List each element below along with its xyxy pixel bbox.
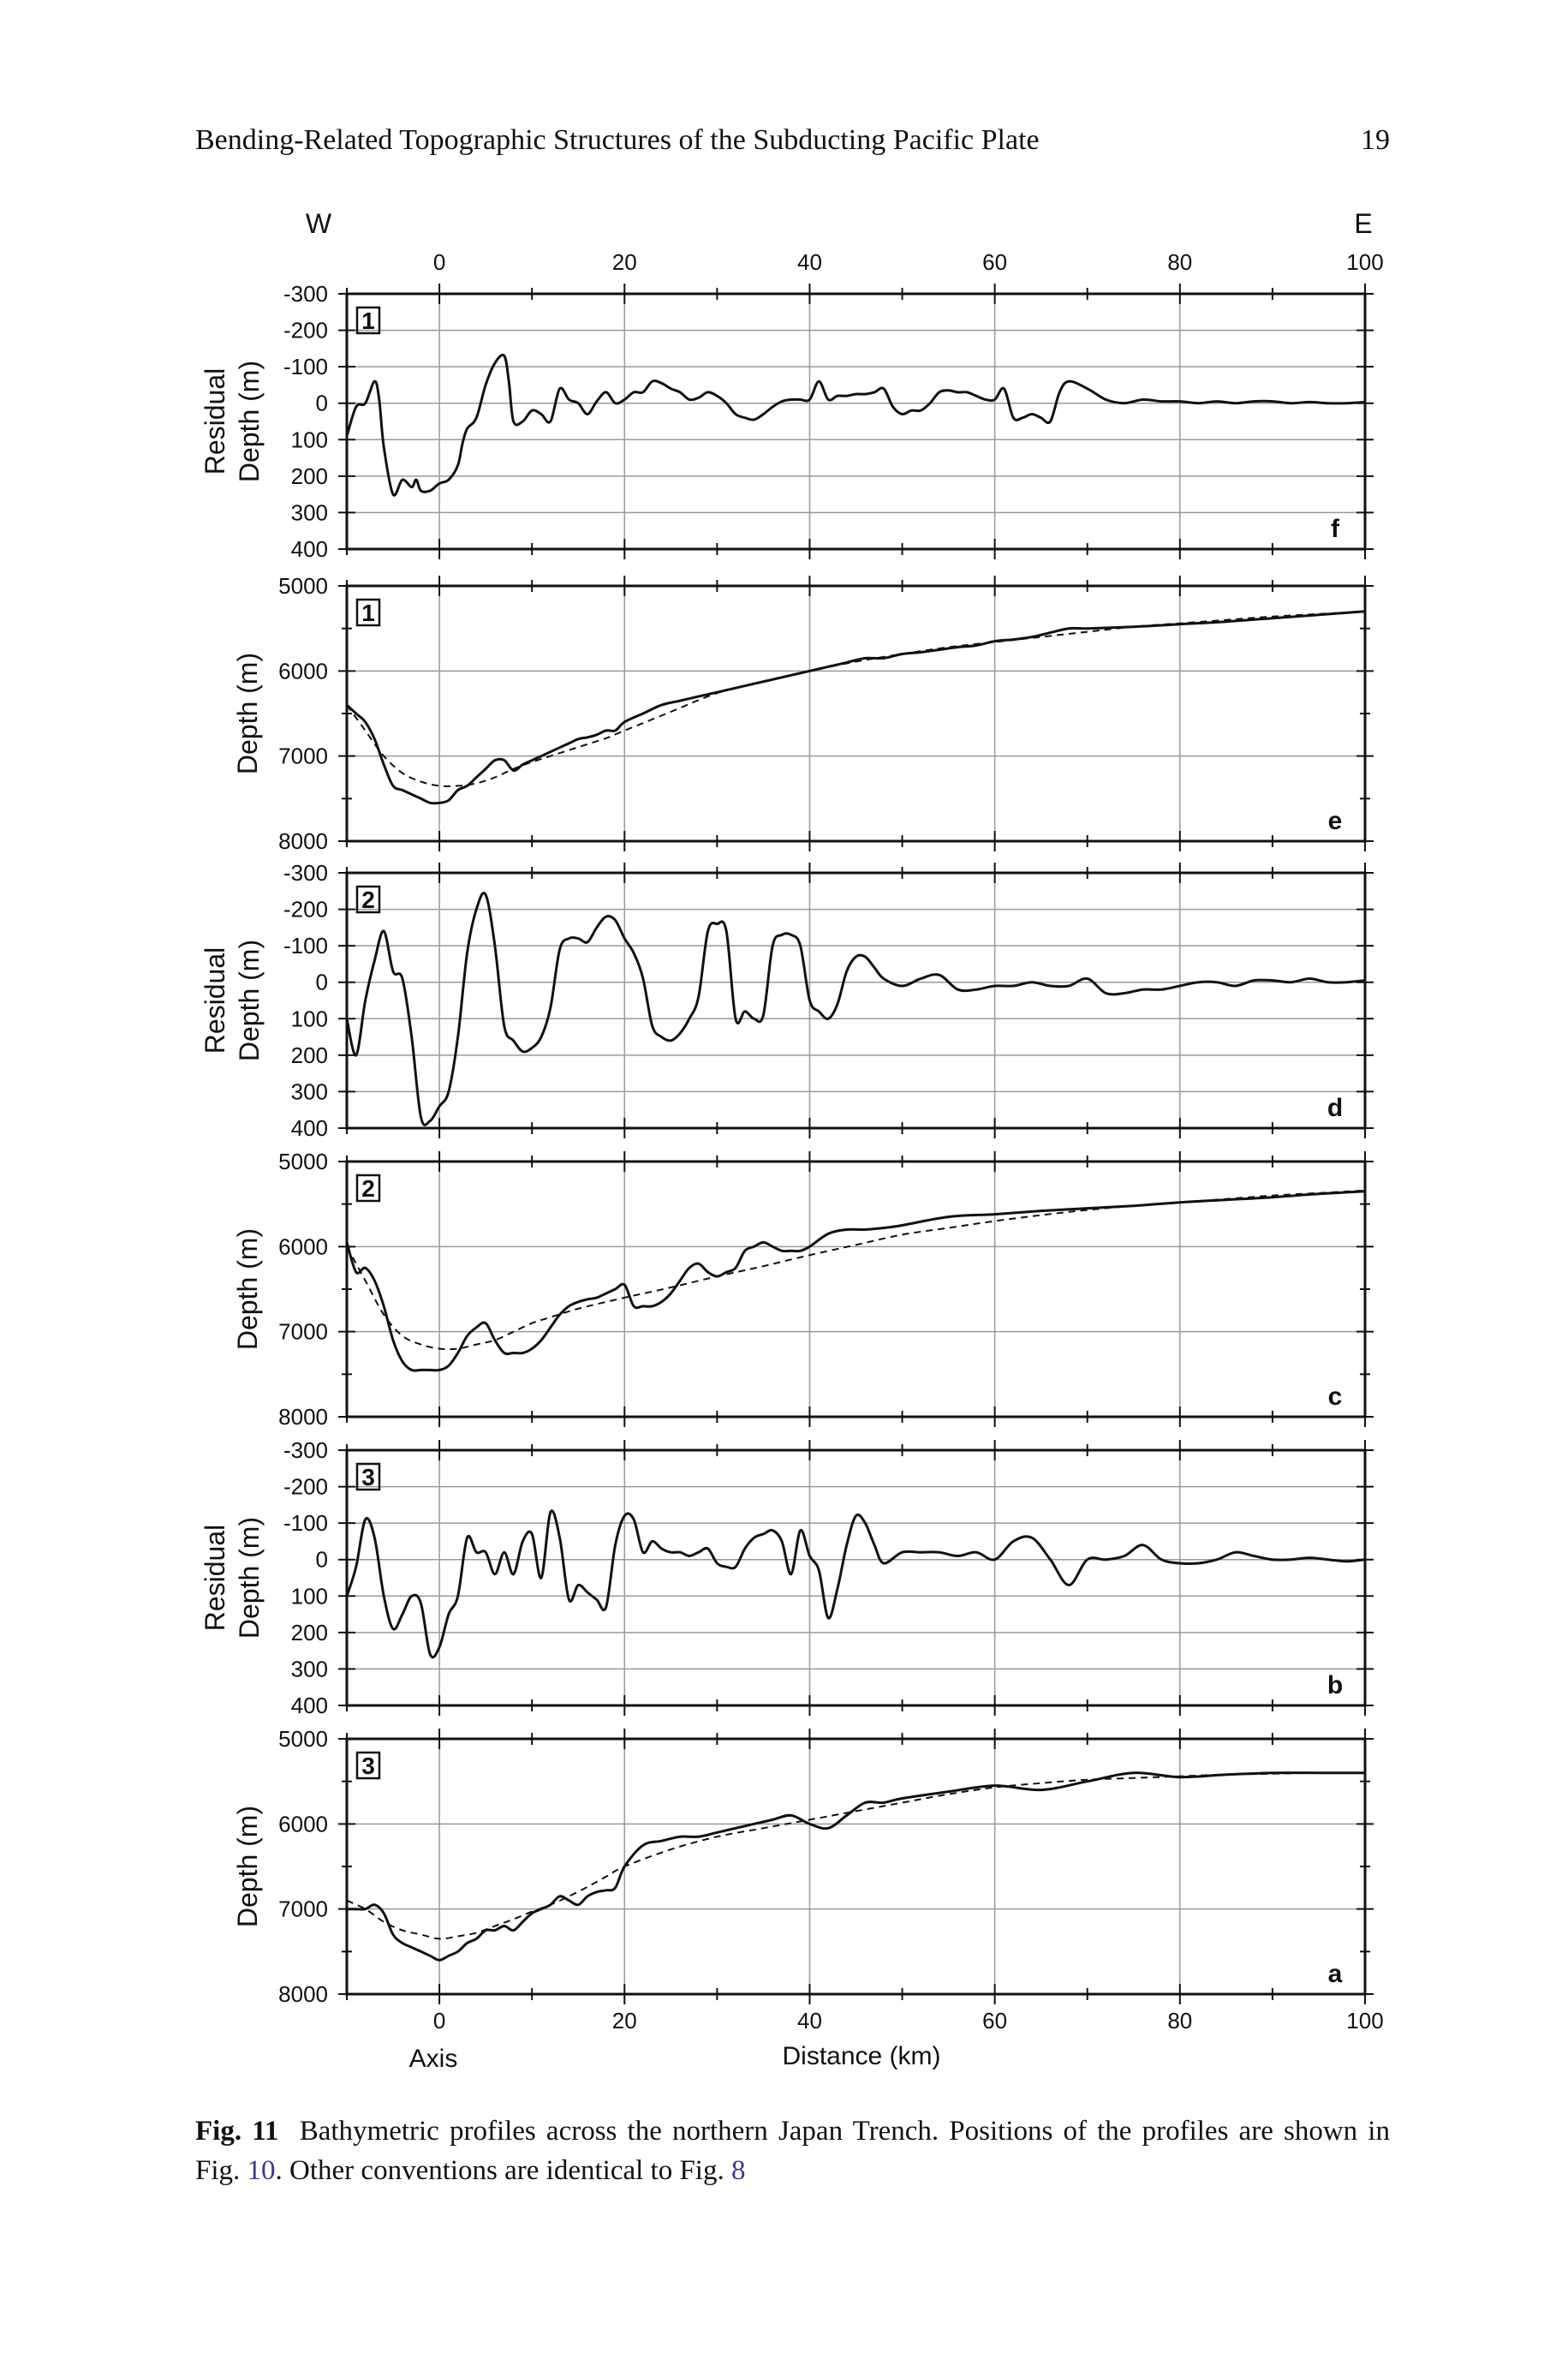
y-tick-label: 300	[290, 1078, 328, 1105]
profile-line	[347, 1191, 1365, 1371]
profile-number: 2	[361, 1175, 375, 1202]
top-x-tick-label-40: 40	[796, 249, 822, 275]
y-tick-label: -200	[283, 317, 328, 343]
y-tick-label: -300	[283, 860, 328, 886]
top-x-tick-label-20: 20	[611, 249, 637, 275]
figure-ref-8[interactable]: 8	[730, 2155, 746, 2186]
y-tick-label: -100	[283, 1510, 328, 1537]
panel-letter: f	[1331, 515, 1339, 543]
panel-letter: b	[1327, 1671, 1344, 1699]
y-tick-label: -300	[283, 281, 328, 307]
bottom-x-tick-label-0: 0	[432, 2008, 446, 2034]
y-axis-title: Depth (m)	[232, 1227, 263, 1351]
bottom-x-tick-label-40: 40	[796, 2008, 822, 2034]
profile-number: 1	[361, 600, 375, 626]
top-x-tick-label-60: 60	[982, 249, 1008, 275]
y-tick-label: -200	[283, 1473, 328, 1500]
running-title: Bending-Related Topographic Structures of the Subducting Pacific Plate	[195, 124, 1040, 156]
y-axis-title: Depth (m)	[232, 1805, 263, 1928]
y-tick-label: 0	[315, 969, 328, 995]
y-tick-label: -100	[283, 354, 328, 380]
y-tick-label: 400	[290, 1693, 328, 1718]
top-x-tick-label-0: 0	[432, 249, 446, 275]
y-axis-title-line2: Depth (m)	[234, 360, 265, 483]
y-tick-label: 7000	[278, 1896, 328, 1922]
x-axis-title: Distance (km)	[782, 2042, 941, 2070]
panel-frame	[347, 1450, 1365, 1705]
profile-number: 1	[361, 308, 375, 334]
panel-letter: c	[1327, 1383, 1343, 1411]
y-tick-label: 300	[290, 499, 328, 526]
y-tick-label: 200	[290, 1619, 328, 1645]
y-tick-label: 6000	[278, 658, 328, 684]
panel-c	[232, 1149, 1374, 1430]
y-tick-label: 5000	[278, 1726, 328, 1752]
y-tick-label: 7000	[278, 1318, 328, 1345]
y-tick-label: 100	[290, 1583, 328, 1610]
profile-number: 3	[361, 1464, 375, 1490]
y-tick-label: 0	[315, 390, 328, 416]
bottom-x-tick-label-80: 80	[1167, 2008, 1193, 2034]
caption-label: Fig. 11	[195, 2116, 279, 2147]
y-tick-label: -100	[283, 933, 328, 959]
figure-ref-10[interactable]: 10	[247, 2155, 276, 2186]
y-axis-title-line1: Residual	[200, 947, 230, 1054]
y-tick-label: 100	[290, 427, 328, 453]
y-axis-title-line1: Residual	[200, 367, 230, 475]
profile-line	[347, 355, 1365, 495]
y-tick-label: -200	[283, 896, 328, 923]
y-tick-label: 0	[315, 1546, 328, 1573]
profile-number: 2	[361, 887, 375, 913]
bottom-x-tick-label-60: 60	[982, 2008, 1008, 2034]
regional-trend-line	[347, 1773, 1365, 1939]
y-tick-label: 300	[290, 1656, 328, 1682]
y-tick-label: 7000	[278, 743, 328, 769]
panel-d	[200, 860, 1374, 1141]
panel-frame	[347, 294, 1365, 549]
west-label: W	[305, 208, 332, 239]
y-tick-label: 5000	[278, 573, 328, 599]
panel-e	[232, 573, 1374, 854]
figure-caption	[195, 2111, 1390, 2190]
y-tick-label: 400	[290, 1115, 328, 1141]
y-tick-label: 5000	[278, 1149, 328, 1174]
east-label: E	[1354, 208, 1373, 239]
panel-letter: d	[1327, 1094, 1344, 1122]
y-tick-label: -300	[283, 1437, 328, 1463]
bottom-x-tick-label-20: 20	[611, 2008, 637, 2034]
caption-text-2: . Other conventions are identical to Fig.	[275, 2155, 731, 2186]
trench-axis-label: Axis	[408, 2045, 458, 2073]
panel-f	[200, 281, 1374, 562]
panel-frame	[347, 873, 1365, 1128]
panel-letter: a	[1327, 1960, 1343, 1988]
y-tick-label: 8000	[278, 1981, 328, 2007]
profile-line	[347, 612, 1365, 803]
bottom-x-tick-label-100: 100	[1346, 2008, 1384, 2034]
profile-line	[347, 893, 1365, 1125]
top-x-tick-label-100: 100	[1346, 249, 1384, 275]
panel-letter: e	[1327, 807, 1343, 835]
top-x-tick-label-80: 80	[1167, 249, 1193, 275]
y-tick-label: 6000	[278, 1811, 328, 1837]
y-tick-label: 8000	[278, 828, 328, 854]
y-tick-label: 400	[290, 536, 328, 562]
profile-line	[347, 1511, 1365, 1657]
regional-trend-line	[347, 1191, 1365, 1349]
y-axis-title-line1: Residual	[200, 1524, 230, 1632]
panel-frame	[347, 1739, 1365, 1994]
y-tick-label: 6000	[278, 1233, 328, 1260]
y-tick-label: 100	[290, 1006, 328, 1032]
y-tick-label: 8000	[278, 1404, 328, 1430]
y-axis-title-line2: Depth (m)	[234, 939, 265, 1062]
caption-text-1: Bathymetric profiles across the northern Japan Trench. Positions of the profiles are shown in Fig.	[195, 2116, 1390, 2186]
y-tick-label: 200	[290, 1042, 328, 1068]
panel-frame	[347, 586, 1365, 841]
panel-b	[200, 1437, 1374, 1718]
profile-number: 3	[361, 1753, 375, 1779]
y-axis-title: Depth (m)	[232, 652, 263, 775]
profile-line	[347, 1773, 1365, 1961]
y-axis-title-line2: Depth (m)	[234, 1516, 265, 1639]
panel-a	[232, 1726, 1374, 2007]
y-tick-label: 200	[290, 463, 328, 489]
page-number: 19	[1361, 124, 1390, 156]
